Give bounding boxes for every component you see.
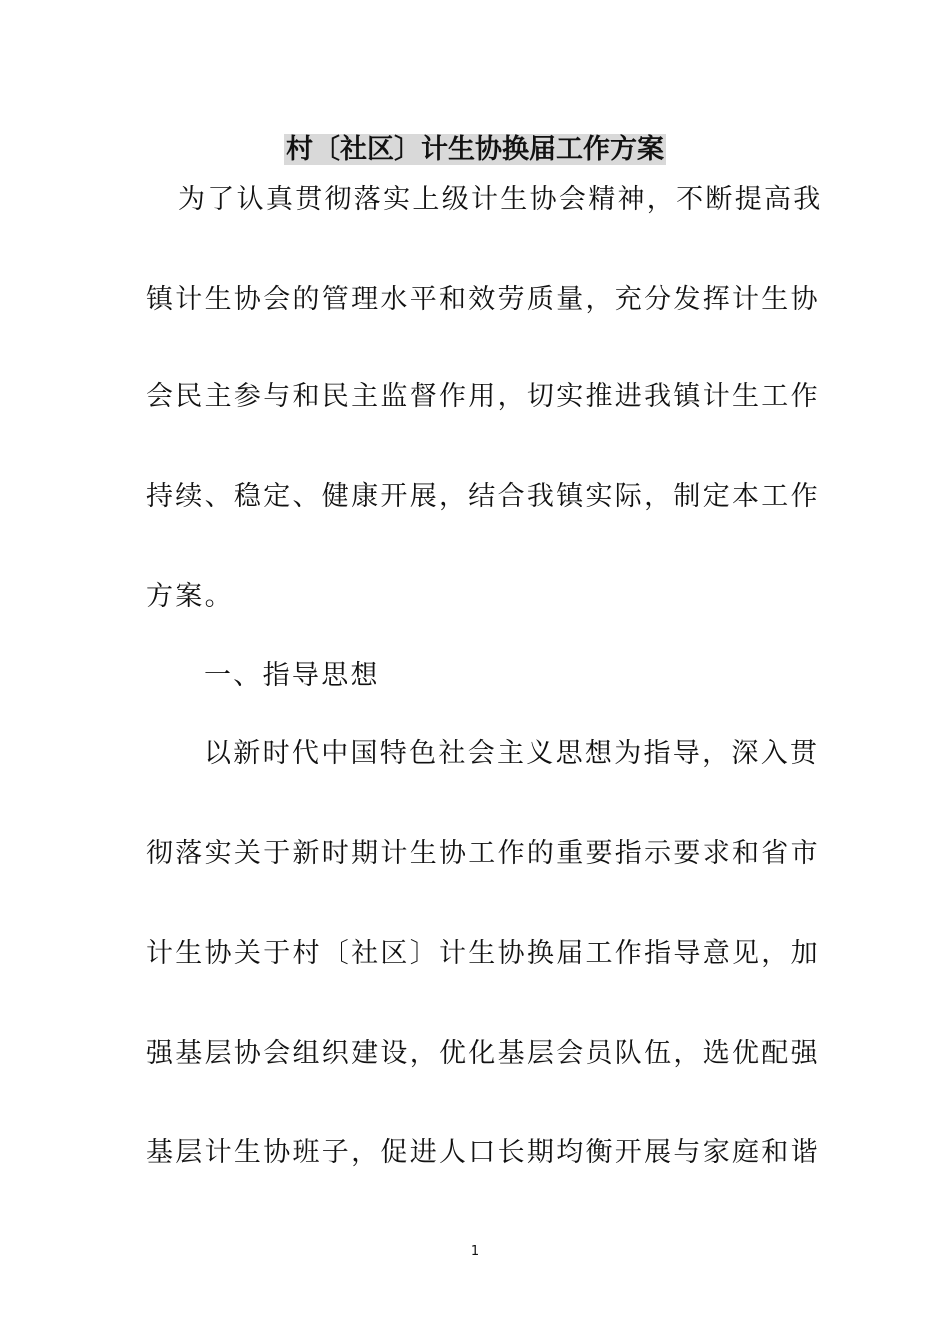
paragraph-line: 镇计生协会的管理水平和效劳质量，充分发挥计生协 [146, 284, 820, 315]
document-title-text: 村〔社区〕计生协换届工作方案 [286, 134, 664, 165]
paragraph-line: 强基层协会组织建设，优化基层会员队伍，选优配强 [146, 1038, 820, 1069]
paragraph-line: 彻落实关于新时期计生协工作的重要指示要求和省市 [146, 838, 820, 869]
paragraph-line: 基层计生协班子，促进人口长期均衡开展与家庭和谐 [146, 1137, 820, 1168]
paragraph-line: 会民主参与和民主监督作用，切实推进我镇计生工作 [146, 381, 820, 412]
page-number: 1 [470, 1244, 480, 1259]
paragraph-line: 计生协关于村〔社区〕计生协换届工作指导意见，加 [146, 938, 820, 969]
paragraph-line: 持续、稳定、健康开展，结合我镇实际，制定本工作 [146, 481, 820, 512]
document-title [0, 130, 950, 170]
section-heading: 一、指导思想 [204, 660, 380, 691]
paragraph-line: 以新时代中国特色社会主义思想为指导，深入贯 [204, 738, 820, 769]
paragraph-line: 为了认真贯彻落实上级计生协会精神，不断提高我 [178, 184, 823, 215]
paragraph-line: 方案。 [146, 581, 234, 612]
